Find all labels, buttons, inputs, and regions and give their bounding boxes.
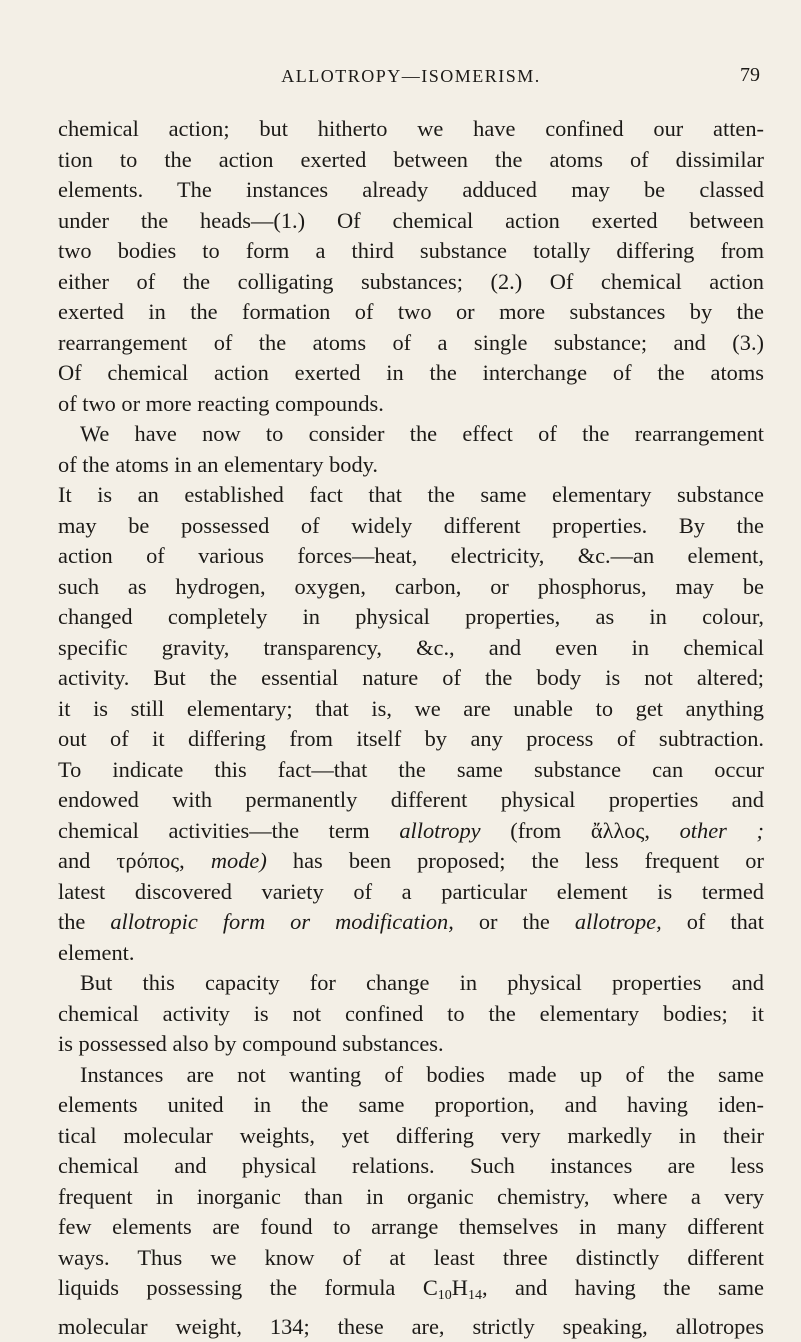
text-line-tropos: [58, 846, 764, 877]
paragraph-3: [58, 480, 764, 968]
term-allotrope: allotrope,: [575, 909, 662, 934]
text-line: out of it differing from itself by any process of subtraction.: [58, 724, 764, 755]
text-line: chemical activity is not confined to the elementary bodies; it: [58, 999, 764, 1030]
text-line: two bodies to form a third substance totally differing from: [58, 236, 764, 267]
text-line: either of the colligating substances; (2.) Of chemical action: [58, 267, 764, 298]
formula-subscript: 10: [438, 1288, 452, 1303]
text-line: chemical and physical relations. Such instances are less: [58, 1151, 764, 1182]
text-line: It is an established fact that the same elementary substance: [58, 480, 764, 511]
gloss-mode: mode): [211, 848, 267, 873]
text-line: rearrangement of the atoms of a single substance; and (3.): [58, 328, 764, 359]
text-line-terms: [58, 907, 764, 938]
text-line: But this capacity for change in physical properties and: [58, 968, 764, 999]
text-line: action of various forces—heat, electricity, &c.—an element,: [58, 541, 764, 572]
text-line: molecular weight, 134; these are, strictly speaking, allotropes: [58, 1312, 764, 1342]
text-line: it is still elementary; that is, we are unable to get anything: [58, 694, 764, 725]
text-line: few elements are found to arrange themselves in many different: [58, 1212, 764, 1243]
running-head: [58, 60, 764, 94]
text-span: or the: [479, 909, 550, 934]
text-line: of the atoms in an elementary body.: [58, 450, 764, 481]
text-line: tion to the action exerted between the atoms of dissimilar: [58, 145, 764, 176]
text-line: endowed with permanently different physical properties and: [58, 785, 764, 816]
page-number: 79: [740, 64, 760, 87]
text-span: and: [58, 848, 90, 873]
text-span: has been proposed; the less frequent or: [293, 848, 764, 873]
text-line: We have now to consider the effect of the rearrangement: [58, 419, 764, 450]
text-line-allotropy: [58, 816, 764, 847]
text-line: of two or more reacting compounds.: [58, 389, 764, 420]
text-line: frequent in inorganic than in organic chemistry, where a very: [58, 1182, 764, 1213]
text-line: changed completely in physical properties, as in colour,: [58, 602, 764, 633]
text-line: Instances are not wanting of bodies made up of the same: [58, 1060, 764, 1091]
text-line: under the heads—(1.) Of chemical action exerted between: [58, 206, 764, 237]
paragraph-1: [58, 114, 764, 419]
running-title: ALLOTROPY—ISOMERISM.: [58, 66, 764, 87]
text-span: or: [290, 909, 310, 934]
text-span: of that: [687, 909, 764, 934]
text-line: may be possessed of widely different properties. By the: [58, 511, 764, 542]
text-line: chemical action; but hitherto we have confined our atten-: [58, 114, 764, 145]
text-line-formula: [58, 1273, 764, 1312]
text-span: the: [58, 909, 85, 934]
paragraph-4: [58, 968, 764, 1060]
greek-word: ἄλλος,: [591, 818, 650, 843]
text-line: latest discovered variety of a particular element is termed: [58, 877, 764, 908]
term-allotropic-form: allotropic form: [110, 909, 265, 934]
text-span: , and having the same: [482, 1275, 764, 1300]
text-line: ways. Thus we know of at least three distinctly different: [58, 1243, 764, 1274]
text-line: elements. The instances already adduced may be classed: [58, 175, 764, 206]
book-page: [58, 60, 764, 1342]
text-line: such as hydrogen, oxygen, carbon, or phosphorus, may be: [58, 572, 764, 603]
term-modification: modification,: [335, 909, 454, 934]
text-line: tical molecular weights, yet differing very markedly in their: [58, 1121, 764, 1152]
formula-subscript: 14: [468, 1288, 482, 1303]
text-line: element.: [58, 938, 764, 969]
text-line: is possessed also by compound substances.: [58, 1029, 764, 1060]
term-allotropy: allotropy: [399, 818, 480, 843]
text-line: Of chemical action exerted in the interchange of the atoms: [58, 358, 764, 389]
text-line: exerted in the formation of two or more substances by the: [58, 297, 764, 328]
text-line: specific gravity, transparency, &c., and even in chemical: [58, 633, 764, 664]
paragraph-2: [58, 419, 764, 480]
text-line: To indicate this fact—that the same substance can occur: [58, 755, 764, 786]
text-span: chemical activities—the term: [58, 818, 370, 843]
text-span: (from: [510, 818, 561, 843]
text-line: activity. But the essential nature of the body is not altered;: [58, 663, 764, 694]
gloss-other: other ;: [680, 818, 764, 843]
text-span: H: [452, 1275, 468, 1300]
text-span: liquids possessing the formula C: [58, 1275, 438, 1300]
text-line: elements united in the same proportion, and having iden-: [58, 1090, 764, 1121]
paragraph-5: [58, 1060, 764, 1342]
greek-word: τρόπος,: [116, 848, 184, 873]
